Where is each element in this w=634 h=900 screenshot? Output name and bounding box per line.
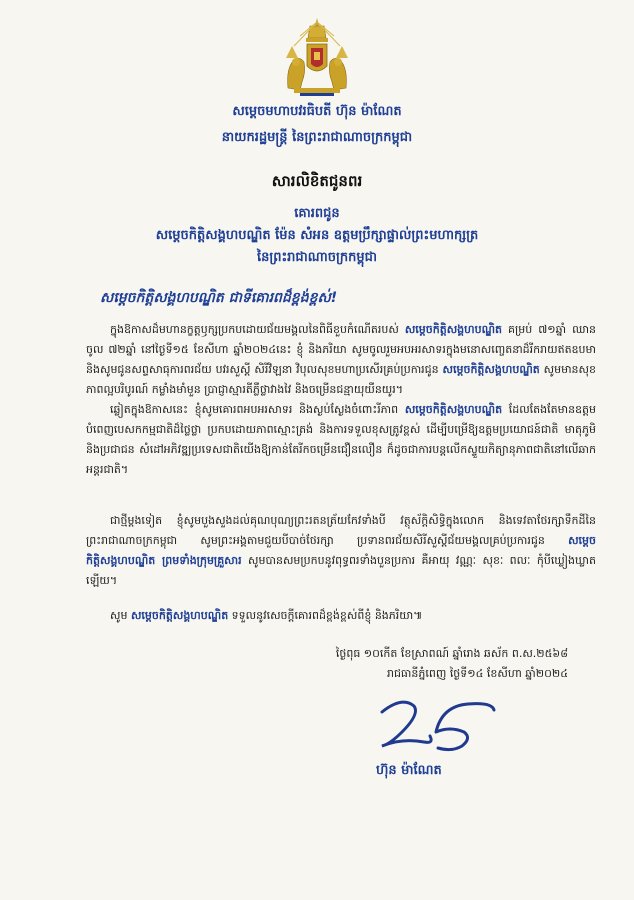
signature-icon [372, 692, 502, 754]
solar-date: រាជធានីភ្នំពេញ ថ្ងៃទី១៤ ខែសីហា ឆ្នាំ២០២៤ [386, 667, 568, 680]
paragraph-text: គម្រប់ ៧១ឆ្នាំ ឈានចូល ៧២ឆ្នាំ នៅថ្ងៃទី១៥ ខែសីហា ឆ្នាំ២០២៤នេះ ខ្ញុំ និងភរិយា សូមចូលរួមអបអរសាទរក្នុងមនោសញ្ចេតនាដ៏រីករាយឥតឧបមា និងសូមជូនសព្ទសាធុការពរជ័យ បវរសួស្តី សិរីវិឡនា វិបុលសុខមហាប្រសើរគ្រប់ប្រការជូន [86, 323, 596, 376]
paragraph-text: ទទួលនូវសេចក្តីគោរពដ៏ខ្ពង់ខ្ពស់ពីខ្ញុំ និងភរិយា៕ [228, 609, 423, 622]
paragraph-1 [86, 320, 596, 400]
recipient-name: សម្តេចកិត្តិសង្គហបណ្ឌិត ម៉ែន សំអន ឧត្តមប្រឹក្សាផ្ទាល់ព្រះមហាក្សត្រ [155, 228, 479, 243]
paragraph-text: ជាថ្មីម្តងទៀត ខ្ញុំសូមបួងសួងដល់គុណបុណ្យព្រះរតនត្រ័យកែវទាំងបី វត្ថុស័ក្តិសិទ្ធិក្នុងលោក និងទេវតាថែរក្សាទឹកដីនៃព្រះរាជាណាចក្រកម្ពុជា សូមព្រះអង្គតាមជួយបីបាច់ថែរក្សា ប្រទានពរជ័យសិរីសួស្តីជ័យមង្គលគ្រប់ប្រការជូន [86, 514, 596, 547]
paragraph-3 [86, 511, 596, 591]
sender-name: សម្តេចមហាបវរធិបតី ហ៊ុន ម៉ាណែត [232, 104, 402, 119]
honorific-highlight: សម្តេចកិត្តិសង្គហបណ្ឌិត [130, 609, 229, 622]
honorific-highlight: សម្តេចកិត្តិសង្គហបណ្ឌិត ព្រមទាំងក្រុមគ្រួសារ [86, 534, 596, 567]
recipient-country: នៃព្រះរាជាណាចក្រកម្ពុជា [256, 250, 378, 265]
paragraph-text: ឆ្លៀតក្នុងឱកាសនេះ ខ្ញុំសូមគោរពអបអរសាទរ និងស្ងប់ស្ងែងចំពោះរីភាព [110, 403, 405, 416]
paragraph-4 [86, 606, 596, 626]
honorific-highlight: សម្តេចកិត្តិសង្គហបណ្ឌិត [442, 363, 540, 376]
signer-name: ហ៊ុន ម៉ាណែត [376, 763, 442, 778]
royal-emblem-icon [280, 16, 354, 98]
addressee-label: គោរពជូន [294, 206, 340, 221]
document-title: សារលិខិតជូនពរ [271, 172, 363, 190]
paragraph-text: សូមមានសុខភាពល្អបរិបូរណ៍ កម្លាំងមាំមួន ប្រាជ្ញាស្មារតីភ្លឺថ្លាវាងវៃ និងចម្រើនជន្មាយុយឺនយូរ។ [86, 363, 596, 396]
honorific-highlight: សម្តេចកិត្តិសង្គហបណ្ឌិត [404, 323, 503, 336]
sender-position: នាយករដ្ឋមន្ត្រី នៃព្រះរាជាណាចក្រកម្ពុជា [221, 130, 413, 145]
paragraph-2 [86, 400, 596, 480]
paragraph-text: សូម [110, 609, 131, 622]
paragraph-text: ដែលតែងតែមានឧត្តមបំពេញបេសកកម្មជាតិដ៏ថ្លៃថ្លា ប្រកបដោយភាពស្មោះត្រង់ និងការទទួលខុសត្រូវខ្ពស់ ដើម្បីបម្រើឱ្យឧត្តមប្រយោជន៍ជាតិ មាតុភូមិ និងប្រជាជន សំដៅអភិវឌ្ឍប្រទេសជាតិយើងឱ្យកាន់តែរីកចម្រើនជឿនលឿន ក៏ដូចជាការបន្តលើកស្ទួយកិត្យានុភាពជាតិនៅលើឆាកអន្តរជាតិ។ [86, 403, 597, 476]
paragraph-text: សូមបានសមប្រកបនូវពុទ្ធពរទាំងបួនប្រការ គឺអាយុ វណ្ណៈ សុខៈ ពលៈ កុំបីឃ្លៀងឃ្លាតឡើយ។ [86, 554, 596, 587]
lunar-date: ថ្ងៃពុធ ១០កើត ខែស្រាពណ៍ ឆ្នាំរោង ឆស័ក ព.ស.២៥៦៨ [335, 647, 568, 660]
honorific-highlight: សម្តេចកិត្តិសង្គហបណ្ឌិត [404, 403, 503, 416]
salutation: សម្តេចកិត្តិសង្គហបណ្ឌិត ជាទីគោរពដ៏ខ្ពង់ខ្ពស់! [100, 290, 338, 306]
paragraph-text: ក្នុងឱកាសដ៏មហានក្ខត្តឫក្សប្រកបដោយជ័យមង្គលនៃពិធីខួបកំណើតរបស់ [110, 323, 405, 336]
